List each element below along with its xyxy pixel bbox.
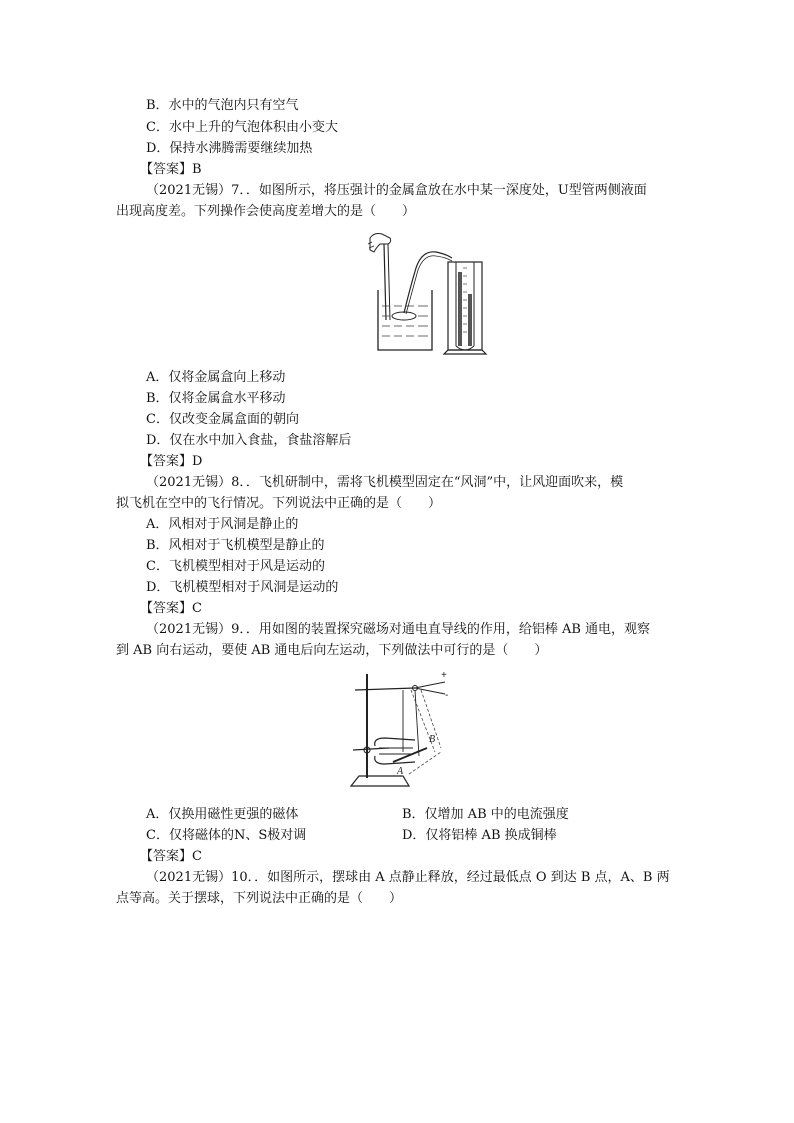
q8-option-b: B．风相对于飞机模型是静止的 <box>146 538 325 553</box>
q9-option-d: D．仅将铝棒 AB 换成铜棒 <box>402 828 557 843</box>
q9-stem-line1: （2021无锡）9．．用如图的装置探究磁场对通电直导线的作用，给铝棒 AB 通电，观察 <box>146 622 651 637</box>
q6-option-b: B．水中的气泡内只有空气 <box>146 98 299 113</box>
q9-answer: 【答案】C <box>140 849 202 864</box>
q6-option-d: D．保持水沸腾需要继续加热 <box>146 141 313 156</box>
pressure-gauge-figure <box>360 228 492 360</box>
q9-option-b: B．仅增加 AB 中的电流强度 <box>402 807 569 822</box>
label-minus: - <box>445 690 449 701</box>
label-a: A <box>397 766 404 777</box>
q7-option-b: B．仅将金属盒水平移动 <box>146 391 286 406</box>
q8-option-d: D．飞机模型相对于风洞是运动的 <box>146 580 339 595</box>
q9-option-a: A．仅换用磁性更强的磁体 <box>146 807 299 822</box>
label-plus: + <box>441 670 447 681</box>
q9-stem-line2: 到 AB 向右运动，要使 AB 通电后向左运动，下列做法中可行的是（ ） <box>116 643 548 658</box>
q8-stem-line2: 拟飞机在空中的飞行情况。下列说法中正确的是（ ） <box>116 496 442 511</box>
q10-stem-line1: （2021无锡）10．．如图所示，摆球由 A 点静止释放，经过最低点 O 到达 B 点，A、B 两 <box>146 870 670 885</box>
q8-stem-line1: （2021无锡）8．．飞机研制中，需将飞机模型固定在“风洞”中，让风迎面吹来，模 <box>146 475 624 490</box>
q7-option-a: A．仅将金属盒向上移动 <box>146 370 286 385</box>
label-b: B <box>429 734 436 745</box>
q7-stem-line1: （2021无锡）7．．如图所示，将压强计的金属盒放在水中某一深度处，U型管两侧液面 <box>146 183 647 198</box>
q7-stem-line2: 出现高度差。下列操作会使高度差增大的是（ ） <box>116 204 416 219</box>
q7-option-c: C．仅改变金属盒面的朝向 <box>146 412 299 427</box>
q8-option-c: C．飞机模型相对于风是运动的 <box>146 559 325 574</box>
q8-option-a: A．风相对于风洞是静止的 <box>146 517 299 532</box>
magnetic-force-apparatus-figure <box>345 668 455 798</box>
q9-option-c: C．仅将磁体的N、S极对调 <box>146 828 307 843</box>
q6-option-c: C．水中上升的气泡体积由小变大 <box>146 120 338 135</box>
q7-option-d: D．仅在水中加入食盐，食盐溶解后 <box>146 433 352 448</box>
q7-answer: 【答案】D <box>140 454 203 469</box>
q8-answer: 【答案】C <box>140 601 202 616</box>
q10-stem-line2: 点等高。关于摆球，下列说法中正确的是（ ） <box>116 891 403 906</box>
q6-answer: 【答案】B <box>140 162 202 177</box>
